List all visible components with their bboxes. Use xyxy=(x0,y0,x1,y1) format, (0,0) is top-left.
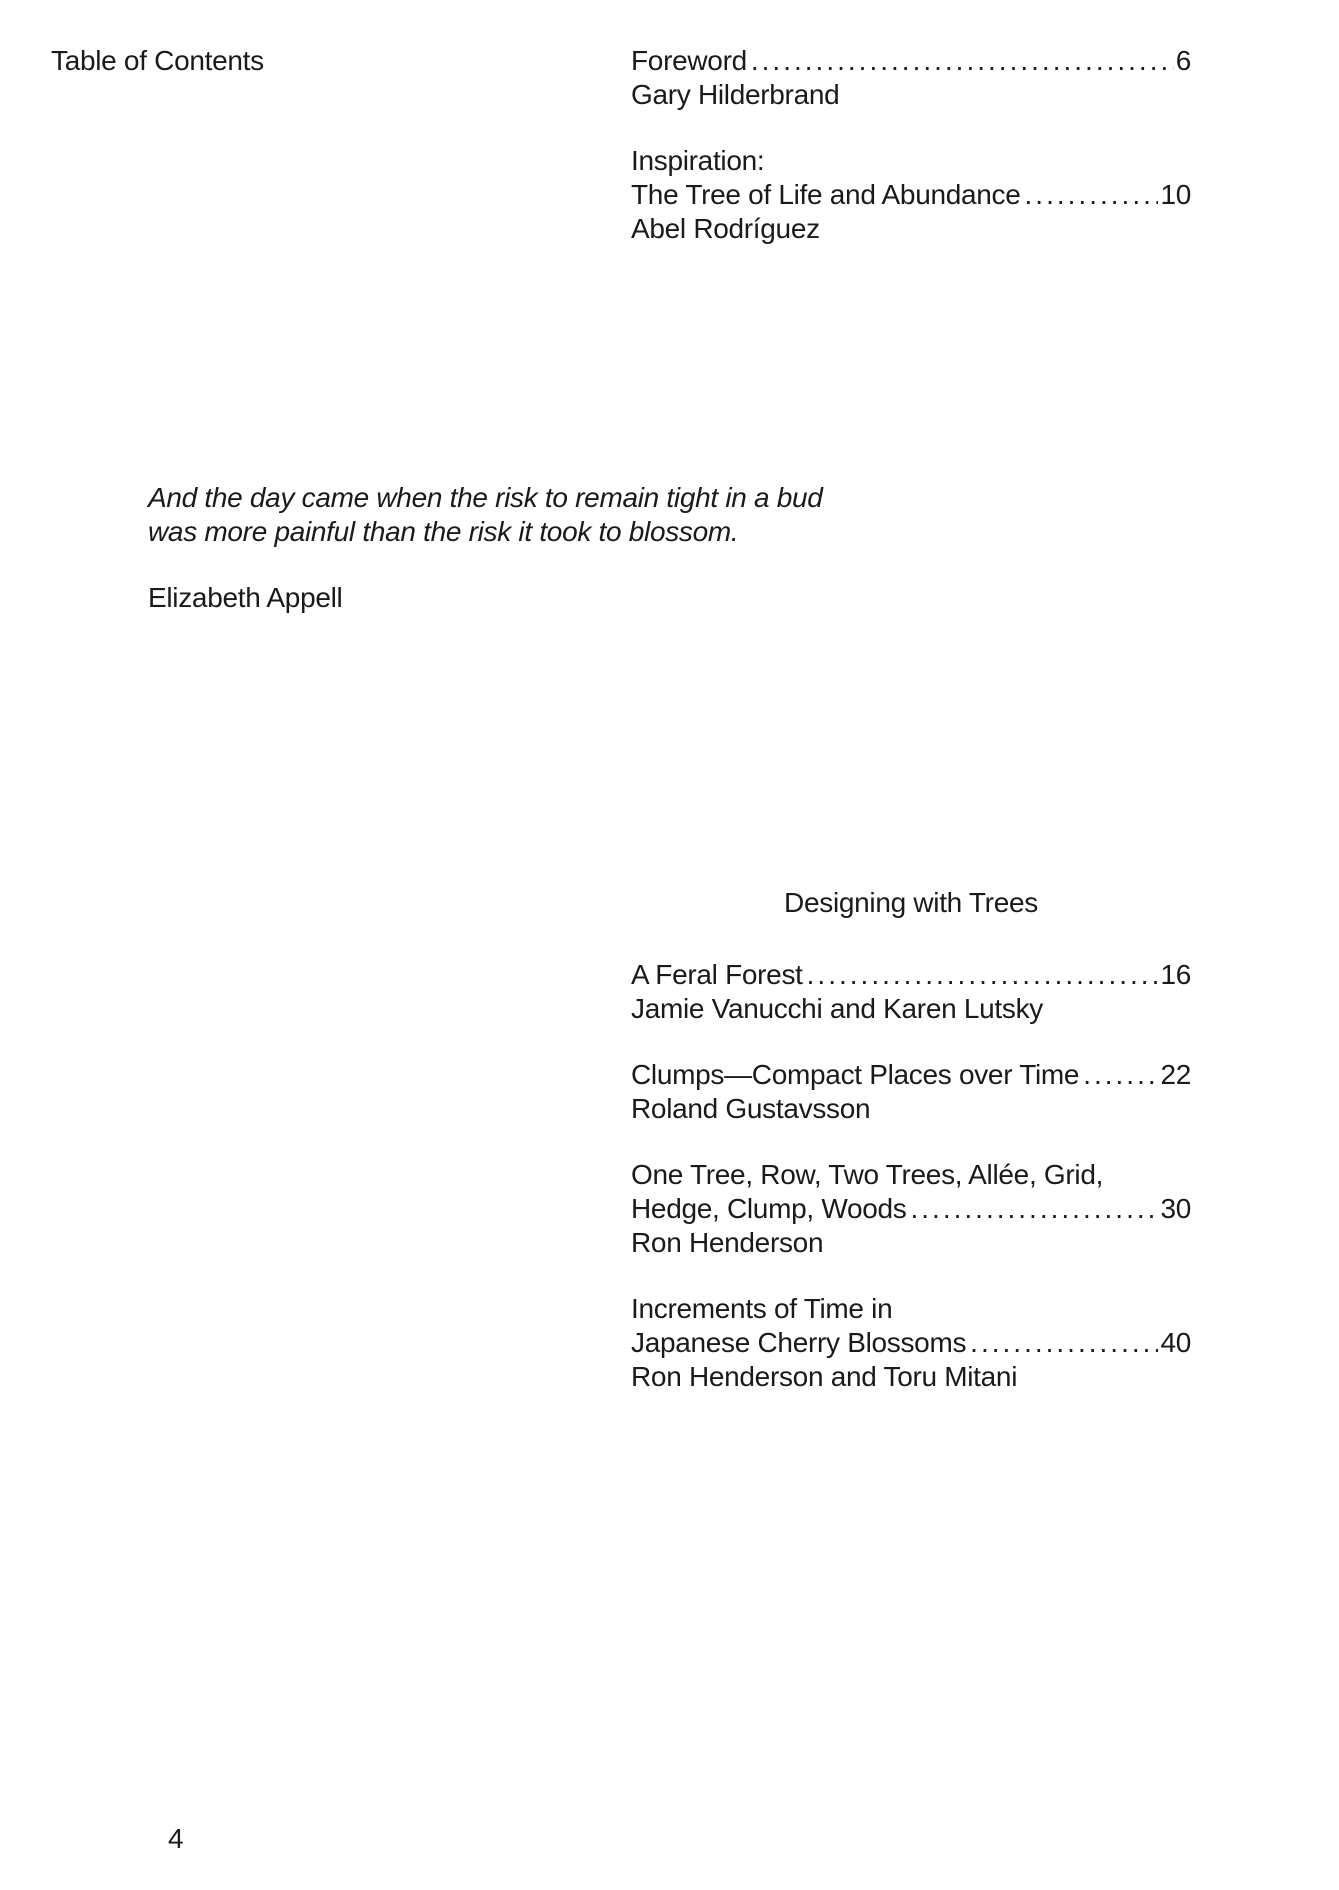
toc-heading: Table of Contents xyxy=(51,45,264,76)
toc-entry-inspiration[interactable] xyxy=(631,144,1191,246)
toc-entry-title-line xyxy=(631,1192,1191,1226)
dot-leader xyxy=(970,1326,1158,1360)
toc-entry-feral-forest[interactable] xyxy=(631,958,1191,1026)
toc-entry-title: One Tree, Row, Two Trees, Allée, Grid, xyxy=(631,1159,1104,1190)
toc-entry-title-line xyxy=(631,178,1191,212)
toc-entry-title: Foreword xyxy=(631,45,747,76)
epigraph-line: was more painful than the risk it took to blossom. xyxy=(148,516,739,547)
toc-entry-title: Hedge, Clump, Woods xyxy=(631,1193,907,1224)
toc-entry-page: 6 xyxy=(1175,45,1191,76)
toc-entry-one-tree[interactable] xyxy=(631,1158,1191,1260)
toc-entry-title: Inspiration: xyxy=(631,145,765,176)
toc-entry-title: A Feral Forest xyxy=(631,959,803,990)
epigraph-attribution: Elizabeth Appell xyxy=(148,582,343,613)
toc-entry-cherry-blossoms[interactable] xyxy=(631,1292,1191,1394)
dot-leader xyxy=(1025,178,1159,212)
toc-entry-title-line xyxy=(631,44,1191,78)
toc-entry-title-line xyxy=(631,958,1191,992)
front-matter-list xyxy=(631,44,1191,278)
toc-entry-title: Increments of Time in xyxy=(631,1293,893,1324)
epigraph xyxy=(148,481,948,615)
toc-entry-page: 30 xyxy=(1160,1193,1191,1224)
toc-entry-clumps[interactable] xyxy=(631,1058,1191,1126)
toc-entry-author: Ron Henderson and Toru Mitani xyxy=(631,1361,1018,1392)
section-title: Designing with Trees xyxy=(784,887,1038,918)
toc-entry-foreword[interactable] xyxy=(631,44,1191,112)
toc-entry-title: Japanese Cherry Blossoms xyxy=(631,1327,967,1358)
toc-entry-page: 10 xyxy=(1160,179,1191,210)
toc-entry-title: The Tree of Life and Abundance xyxy=(631,179,1021,210)
toc-entry-page: 22 xyxy=(1160,1059,1191,1090)
dot-leader xyxy=(910,1192,1158,1226)
toc-entry-author: Gary Hilderbrand xyxy=(631,79,840,110)
toc-entry-title-line xyxy=(631,1326,1191,1360)
toc-entry-author: Abel Rodríguez xyxy=(631,213,820,244)
dot-leader xyxy=(807,958,1159,992)
toc-entry-author: Jamie Vanucchi and Karen Lutsky xyxy=(631,993,1043,1024)
toc-entry-author: Ron Henderson xyxy=(631,1227,824,1258)
epigraph-quote xyxy=(148,481,948,549)
epigraph-line: And the day came when the risk to remain tight in a bud xyxy=(148,482,823,513)
toc-entry-title-line xyxy=(631,1058,1191,1092)
dot-leader xyxy=(751,44,1174,78)
page-number: 4 xyxy=(168,1823,184,1854)
toc-entry-page: 40 xyxy=(1160,1327,1191,1358)
toc-entry-page: 16 xyxy=(1160,959,1191,990)
toc-entry-author: Roland Gustavsson xyxy=(631,1093,871,1124)
section-entry-list xyxy=(631,958,1191,1426)
toc-entry-title: Clumps—Compact Places over Time xyxy=(631,1059,1080,1090)
dot-leader xyxy=(1083,1058,1158,1092)
